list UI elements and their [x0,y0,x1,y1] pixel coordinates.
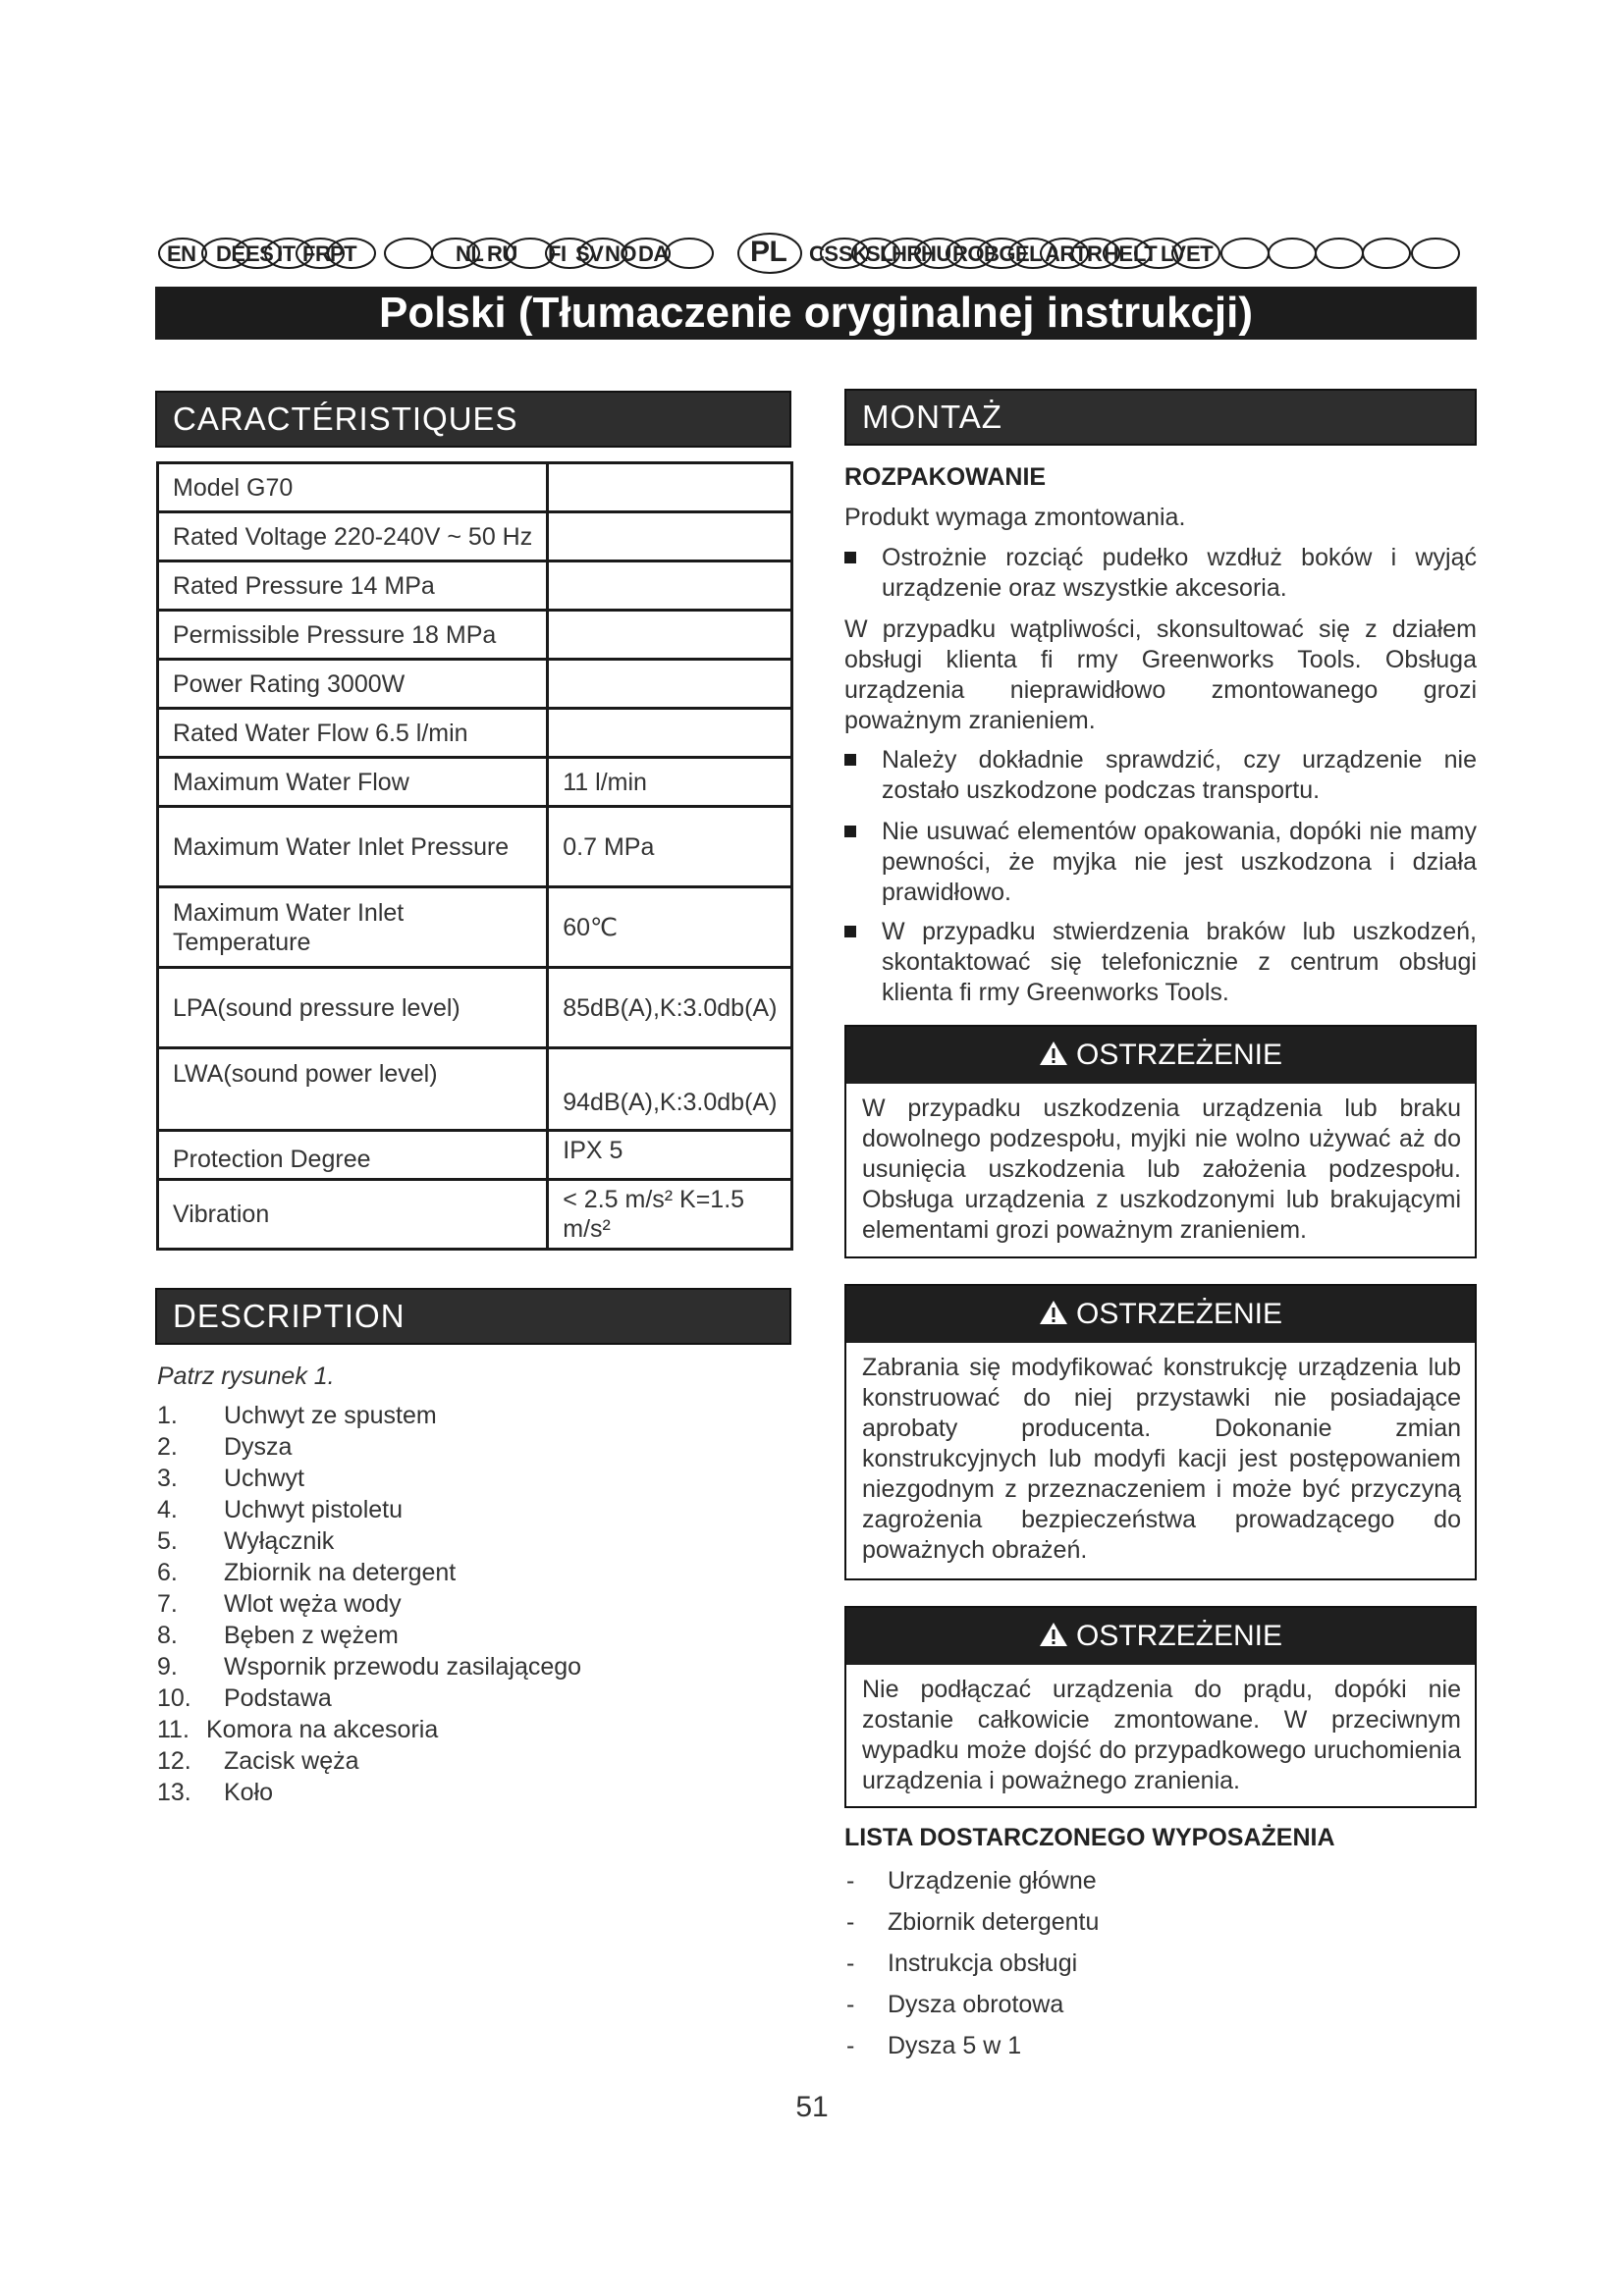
lang-tab-de[interactable]: DE [216,241,245,266]
list-item [844,2025,1099,2066]
spec-label: LWA(sound power level) [158,1048,548,1131]
lang-tab-he[interactable]: HE [1104,241,1133,266]
list-item [157,1777,746,1808]
item-number: 6. [157,1559,178,1586]
spec-label: Rated Water Flow 6.5 l/min [158,709,548,758]
spec-label: LPA(sound pressure level) [158,968,548,1048]
item-text: Podstawa [224,1684,332,1712]
bullet-text: Nie usuwać elementów opakowania, dopóki nie mamy pewności, że myjka nie jest uszkodzona i działa prawidłowo. [882,818,1477,906]
item-number: 3. [157,1465,178,1492]
spec-value: < 2.5 m/s² K=1.5 m/s² [548,1180,792,1250]
spec-value: 94dB(A),K:3.0db(A) [548,1048,792,1131]
characteristics-heading: CARACTÉRISTIQUES [155,391,791,448]
list-item [157,1588,746,1620]
lang-tab-hu[interactable]: HU [921,241,951,266]
spec-row-rated-flow [158,709,792,758]
assembly-bullet [844,817,1477,908]
warning-triangle-icon [1039,1041,1068,1066]
item-number: 9. [157,1653,178,1681]
lang-tab-nl[interactable]: NL [456,241,484,266]
lang-tab-pt[interactable]: PT [330,241,357,266]
lang-tab-fi[interactable]: FI [548,241,567,266]
lang-tab-da[interactable]: DA [638,241,669,266]
list-item [157,1525,746,1557]
list-item [844,1860,1099,1901]
warning-text: W przypadku uszkodzenia urządzenia lub braku dowolnego podzespołu, myjki nie wolno używać aż do usunięcia uszkodzenia lub założenia podzespołu. Obsługa urządzenia z uszkodzonymi lub brakującymi elementami grozi poważnym zranieniem. [862,1095,1461,1244]
list-item [157,1745,746,1777]
item-text: Wspornik przewodu zasilającego [224,1653,582,1681]
lang-tab-hr[interactable]: HR [892,241,922,266]
lang-tab-bg[interactable]: BG [984,241,1015,266]
list-item [157,1463,746,1494]
list-item [157,1431,746,1463]
lang-tab-ru[interactable]: RU [487,241,517,266]
item-text: Zbiornik na detergent [224,1559,457,1586]
warning-title: OSTRZEŻENIE [1075,1298,1282,1330]
bullet-square-icon [844,754,856,766]
spec-label: Rated Voltage 220-240V ~ 50 Hz [158,512,548,561]
spec-row-permissible-pressure [158,611,792,660]
spec-value: 85dB(A),K:3.0db(A) [548,968,792,1048]
lang-tab-no[interactable]: NO [605,241,636,266]
item-text: Uchwyt pistoletu [224,1496,404,1523]
item-text: Komora na akcesoria [206,1716,439,1743]
description-subtitle: Patrz rysunek 1. [157,1362,335,1390]
list-dash: - [846,1949,855,1977]
spec-row-model [158,463,792,512]
bullet-text: Należy dokładnie sprawdzić, czy urządzenie nie zostało uszkodzone podczas transportu. [882,746,1477,804]
item-number: 2. [157,1433,178,1461]
lang-tab-tr[interactable]: TR [1074,241,1103,266]
assembly-bullet [844,543,1477,604]
page-title: Polski (Tłumaczenie oryginalnej instrukcji) [155,287,1477,340]
bullet-square-icon [844,926,856,937]
warning-text: Zabrania się modyfikować konstrukcję urządzenia lub konstruować do niej przystawki nie posiadające aprobaty producenta. Dokonanie zmian konstrukcyjnych lub modyfi kacji jest postępowaniem niezgodnym z przeznaczeniem i może być przyczyną zagrożenia bezpieczeństwa prowadzącego do poważnych obrażeń. [862,1354,1461,1564]
spec-row-inlet-temperature [158,887,792,968]
lang-tab-es[interactable]: ES [245,241,274,266]
supply-list-heading: LISTA DOSTARCZONEGO WYPOSAŻENIA [844,1824,1335,1851]
assembly-heading: MONTAŻ [844,389,1477,446]
spec-row-voltage [158,512,792,561]
list-item [157,1620,746,1651]
spec-row-inlet-pressure [158,807,792,887]
list-item [844,1984,1099,2025]
item-number: 12. [157,1747,191,1775]
warning-title: OSTRZEŻENIE [1075,1039,1282,1071]
bullet-text: Ostrożnie rozciąć pudełko wzdłuż boków i wyjąć urządzenie oraz wszystkie akcesoria. [882,544,1477,602]
list-dash: - [846,1908,855,1936]
list-item [157,1651,746,1682]
lang-tab-el[interactable]: EL [1015,241,1043,266]
lang-tab-pl-active[interactable]: PL [750,236,787,268]
spec-row-max-flow [158,758,792,807]
item-text: Urządzenie główne [888,1867,1097,1895]
lang-tab-sl[interactable]: SL [866,241,893,266]
spec-row-lpa [158,968,792,1048]
list-dash: - [846,2032,855,2059]
item-text: Dysza [224,1433,293,1461]
page-number: 51 [795,2091,829,2123]
item-text: Wyłącznik [224,1527,335,1555]
lang-tab-fr[interactable]: FR [302,241,331,266]
list-item [157,1400,746,1431]
assembly-intro: Produkt wymaga zmontowania. [844,504,1186,531]
item-number: 5. [157,1527,178,1555]
assembly-bullet [844,745,1477,806]
item-text: Dysza 5 w 1 [888,2032,1022,2059]
list-item [157,1494,746,1525]
warning-title: OSTRZEŻENIE [1075,1620,1282,1652]
warning-triangle-icon [1039,1300,1068,1325]
spec-row-protection [158,1131,792,1180]
spec-label: Power Rating 3000W [158,660,548,709]
bullet-text: W przypadku stwierdzenia braków lub uszkodzeń, skontaktować się telefonicznie z centrum obsługi klienta fi rmy Greenworks Tools. [882,918,1477,1006]
warning-header [846,1608,1475,1665]
language-tabs [155,232,1477,275]
item-number: 13. [157,1779,191,1806]
spec-row-vibration [158,1180,792,1250]
warning-text: Nie podłączać urządzenia do prądu, dopóki nie zostanie całkowicie zmontowane. W przeciwnym wypadku może dojść do przypadkowego uruchomienia urządzenia i poważnego zranienia. [862,1676,1461,1794]
item-number: 7. [157,1590,178,1618]
lang-tab-lv[interactable]: LV [1161,241,1186,266]
supply-list [844,1860,1099,2066]
spec-label: Permissible Pressure 18 MPa [158,611,548,660]
spec-value: IPX 5 [548,1131,792,1180]
bullet-square-icon [844,826,856,837]
warning-header [846,1286,1475,1343]
item-number: 11. [157,1716,189,1743]
unpacking-heading: ROZPAKOWANIE [844,463,1047,491]
spec-value [548,512,792,561]
lang-tab-et[interactable]: ET [1186,241,1214,266]
item-number: 10. [157,1684,191,1712]
list-item [157,1557,746,1588]
warning-triangle-icon [1039,1622,1068,1647]
warning-header [846,1027,1475,1084]
item-text: Zbiornik detergentu [888,1908,1100,1936]
spec-value [548,561,792,611]
list-dash: - [846,1991,855,2018]
spec-label: Protection Degree [158,1131,548,1180]
lang-tab-ro[interactable]: RO [952,241,984,266]
item-text: Bęben z wężem [224,1622,399,1649]
item-text: Dysza obrotowa [888,1991,1064,2018]
item-text: Wlot węża wody [224,1590,402,1618]
spec-value [548,463,792,512]
list-item [844,1901,1099,1943]
spec-row-rated-pressure [158,561,792,611]
item-number: 1. [157,1402,178,1429]
spec-value: 60℃ [548,887,792,968]
assembly-paragraph [844,614,1477,736]
lang-tab-cs[interactable]: CS [809,241,839,266]
item-number: 4. [157,1496,178,1523]
item-text: Instrukcja obsługi [888,1949,1078,1977]
spec-value: 11 l/min [548,758,792,807]
item-text: Zacisk węża [224,1747,359,1775]
assembly-bullet [844,917,1477,1008]
spec-label: Rated Pressure 14 MPa [158,561,548,611]
list-item [157,1714,746,1745]
list-dash: - [846,1867,855,1895]
spec-label: Maximum Water Flow [158,758,548,807]
warning-box [844,1025,1477,1258]
parts-list [157,1400,746,1808]
lang-tab-ar[interactable]: AR [1045,241,1075,266]
spec-label: Maximum Water Inlet Temperature [158,887,548,968]
spec-row-lwa [158,1048,792,1131]
item-text: Uchwyt [224,1465,304,1492]
list-item [844,1943,1099,1984]
spec-label: Model G70 [158,463,548,512]
spec-value: 0.7 MPa [548,807,792,887]
lang-tab-sk[interactable]: SK [839,241,868,266]
lang-tab-lt[interactable]: LT [1133,241,1158,266]
lang-tab-it[interactable]: IT [277,241,296,266]
paragraph-text: W przypadku wątpliwości, skonsultować się z działem obsługi klienta fi rmy Greenworks Tools. Obsługa urządzenia nieprawidłowo zmontowanego grozi poważnym zranieniem. [844,615,1477,734]
description-heading: DESCRIPTION [155,1288,791,1345]
warning-box [844,1606,1477,1808]
bullet-square-icon [844,552,856,563]
spec-value [548,660,792,709]
spec-row-power [158,660,792,709]
item-text: Uchwyt ze spustem [224,1402,437,1429]
spec-value [548,611,792,660]
specifications-table [156,461,793,1251]
lang-tab-sv[interactable]: SV [575,241,604,266]
lang-tab-en[interactable]: EN [167,241,196,266]
item-text: Koło [224,1779,274,1806]
item-number: 8. [157,1622,178,1649]
spec-value [548,709,792,758]
spec-label: Maximum Water Inlet Pressure [158,807,548,887]
warning-box [844,1284,1477,1580]
list-item [157,1682,746,1714]
spec-label: Vibration [158,1180,548,1250]
